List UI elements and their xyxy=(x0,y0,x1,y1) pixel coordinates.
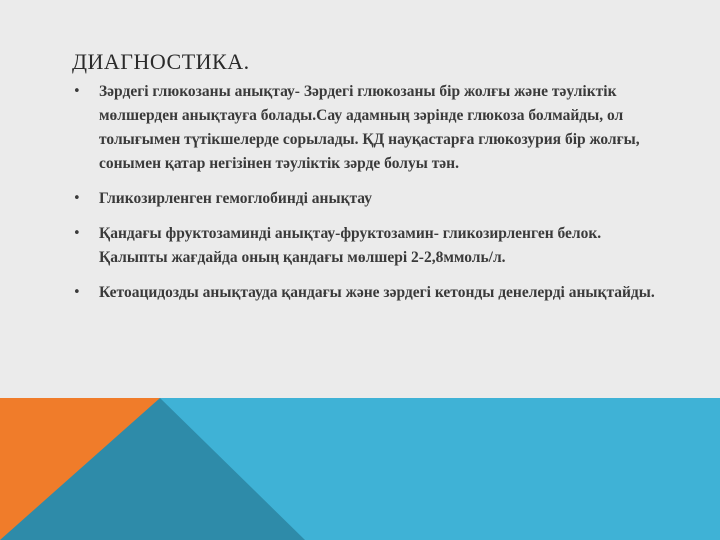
bullet-text: Зәрдегі глюкозаны анықтау- Зәрдегі глюкозаны бір жолғы және тәуліктік мөлшерден анықтауға болады.Сау адамның зәрінде глюкоза болмайды, ол толығымен түтікшелерде сорылады. ҚД науқастарға глюкозурия бір жолғы, сонымен қатар негізінен тәуліктік зәрде болуы тән. xyxy=(99,83,640,172)
bullet-item-fructosamine xyxy=(72,222,672,270)
decorative-footer-shapes xyxy=(0,398,720,540)
bullet-text: Гликозирленген гемоглобинді анықтау xyxy=(99,190,373,207)
bullet-marker: • xyxy=(73,191,81,206)
bullet-item-ketoacidosis xyxy=(72,281,672,305)
bullet-item-urine-glucose xyxy=(72,80,672,176)
bullet-text: Кетоацидозды анықтауда қандағы және зәрдегі кетонды денелерді анықтайды. xyxy=(99,284,655,301)
slide-title: ДИАГНОСТИКА. xyxy=(72,48,250,74)
bullet-item-glycated-hemoglobin xyxy=(72,187,672,211)
bullet-marker: • xyxy=(73,285,81,300)
bullet-marker: • xyxy=(73,226,81,241)
bullet-text: Қандағы фруктозаминді анықтау-фруктозамин- гликозирленген белок. Қалыпты жағдайда оның қандағы мөлшері 2-2,8ммоль/л. xyxy=(99,225,602,266)
bullet-marker: • xyxy=(73,84,81,99)
bullet-list xyxy=(72,80,672,316)
